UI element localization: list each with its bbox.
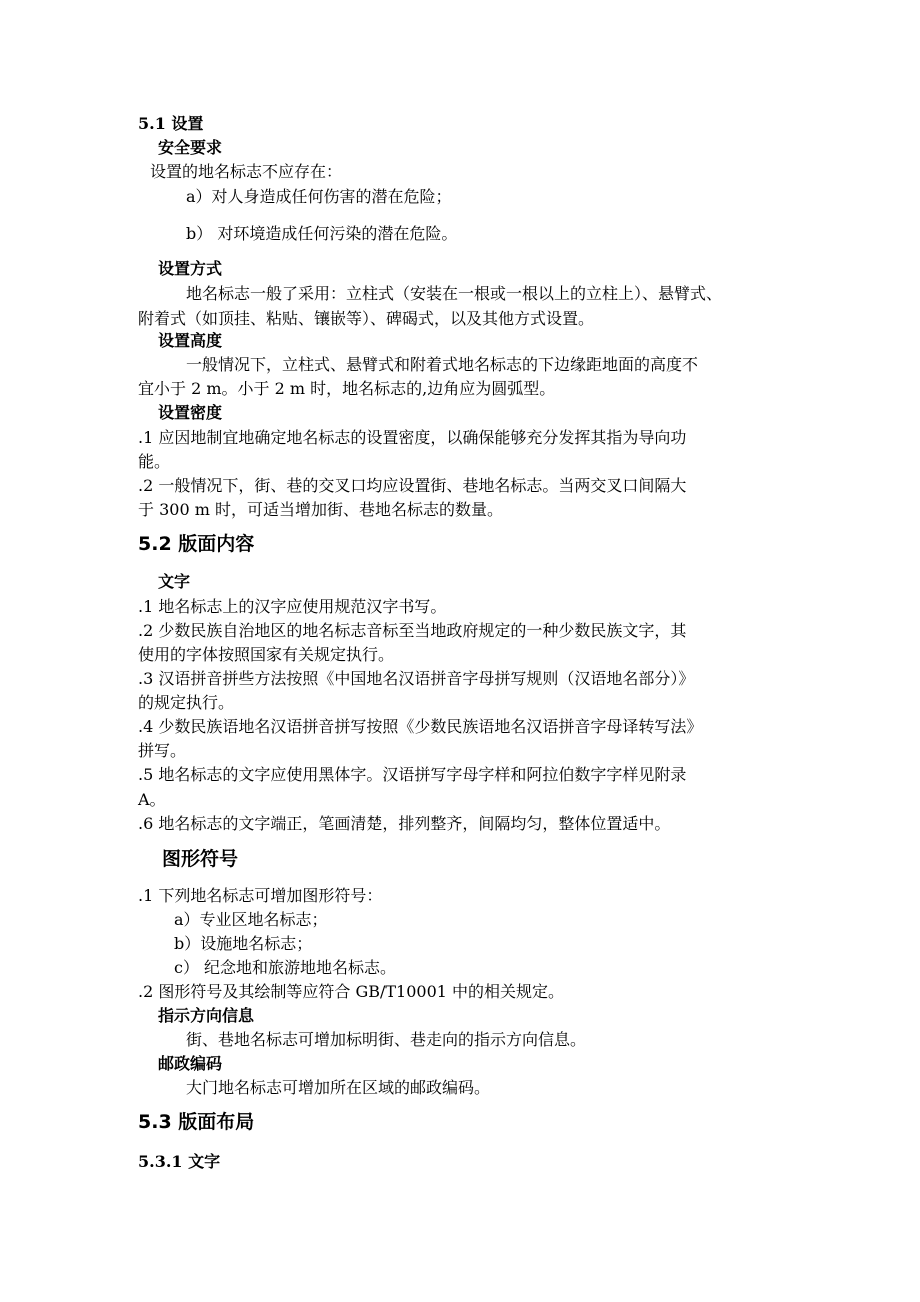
- section-5-2-title: 5.2 版面内容: [138, 533, 255, 555]
- symbols-item-1: .1 下列地名标志可增加图形符号：: [138, 886, 383, 905]
- height-line-2: 宜小于 2 m。小于 2 m 时，地名标志的,边角应为圆弧型。: [138, 379, 556, 398]
- method-line-2: 附着式（如顶挂、粘贴、镶嵌等）、碑碣式，以及其他方式设置。: [138, 309, 595, 328]
- symbols-item-a: a）专业区地名标志；: [174, 910, 328, 929]
- density-heading: 设置密度: [158, 403, 223, 422]
- text-item-4-line-2: 拼写。: [138, 741, 187, 760]
- safety-item-a: a）对人身造成任何伤害的潜在危险；: [186, 187, 452, 206]
- symbols-item-2: .2 图形符号及其绘制等应符合 GB/T10001 中的相关规定。: [138, 982, 565, 1001]
- text-item-4-line-1: .4 少数民族语地名汉语拼音拼写按照《少数民族语地名汉语拼音字母译转写法》: [138, 717, 703, 736]
- text-item-5-line-2: A。: [138, 790, 166, 809]
- text-item-2-line-1: .2 少数民族自治地区的地名标志音标至当地政府规定的一种少数民族文字，其: [138, 621, 687, 640]
- direction-heading: 指示方向信息: [158, 1006, 255, 1025]
- text-item-5-line-1: .5 地名标志的文字应使用黑体字。汉语拼写字母字样和阿拉伯数字字样见附录: [138, 765, 687, 784]
- density-item-2-line-1: .2 一般情况下，街、巷的交叉口均应设置街、巷地名标志。当两交叉口间隔大: [138, 476, 687, 495]
- text-item-3-line-1: .3 汉语拼音拼些方法按照《中国地名汉语拼音字母拼写规则（汉语地名部分）》: [138, 669, 695, 688]
- subsection-5-3-1-title: 5.3.1 文字: [138, 1152, 221, 1171]
- text-item-3-line-2: 的规定执行。: [138, 693, 235, 712]
- symbols-item-c: c） 纪念地和旅游地地名标志。: [174, 958, 397, 977]
- safety-item-b: b） 对环境造成任何污染的潜在危险。: [186, 224, 458, 243]
- safety-heading: 安全要求: [158, 138, 223, 157]
- density-item-1-line-1: .1 应因地制宜地确定地名标志的设置密度，以确保能够充分发挥其指为导向功: [138, 428, 687, 447]
- text-item-2-line-2: 使用的字体按照国家有关规定执行。: [138, 645, 395, 664]
- postal-heading: 邮政编码: [158, 1054, 223, 1073]
- text-item-6: .6 地名标志的文字端正，笔画清楚，排列整齐，间隔均匀，整体位置适中。: [138, 814, 671, 833]
- symbols-heading: 图形符号: [162, 848, 239, 870]
- postal-text: 大门地名标志可增加所在区域的邮政编码。: [186, 1078, 491, 1097]
- safety-intro: 设置的地名标志不应存在：: [150, 162, 343, 181]
- symbols-item-b: b）设施地名标志；: [174, 934, 313, 953]
- section-5-3-title: 5.3 版面布局: [138, 1111, 255, 1133]
- section-5-1-title: 5.1 设置: [138, 114, 204, 133]
- density-item-2-line-2: 于 300 m 时，可适当增加街、巷地名标志的数量。: [138, 500, 503, 519]
- direction-text: 街、巷地名标志可增加标明街、巷走向的指示方向信息。: [186, 1030, 587, 1049]
- text-item-1: .1 地名标志上的汉字应使用规范汉字书写。: [138, 597, 447, 616]
- method-line-1: 地名标志一般了采用：立柱式（安装在一根或一根以上的立柱上）、悬臂式、: [186, 284, 723, 303]
- density-item-1-line-2: 能。: [138, 452, 171, 471]
- height-line-1: 一般情况下，立柱式、悬臂式和附着式地名标志的下边缘距地面的高度不: [186, 355, 699, 374]
- height-heading: 设置高度: [158, 331, 223, 350]
- method-heading: 设置方式: [158, 259, 223, 278]
- text-heading: 文字: [158, 572, 191, 591]
